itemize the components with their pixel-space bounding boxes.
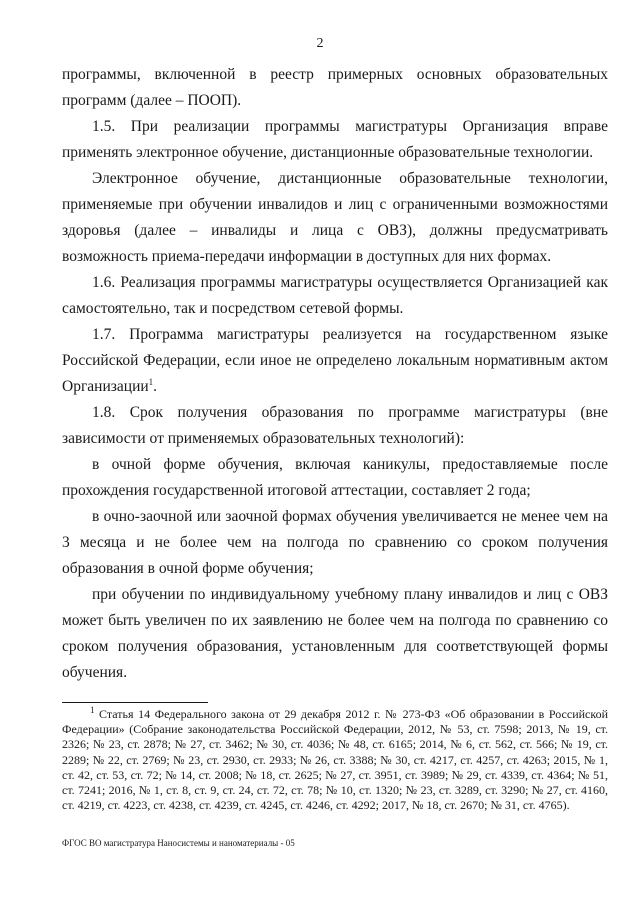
paragraph-1-8: 1.8. Срок получения образования по программе магистратуры (вне зависимости от применяемых образовательных технологий): <box>62 404 608 447</box>
paragraph-full-time: в очной форме обучения, включая каникулы, предоставляемые после прохождения государственной итоговой аттестации, составляет 2 года; <box>62 456 608 499</box>
paragraph-e-learning: Электронное обучение, дистанционные образовательные технологии, применяемые при обучении инвалидов и лиц с ограниченными возможностями здоровья (далее – инвалиды и лица с ОВЗ), должны предусматривать возможность приема-передачи информации в доступных для них формах. <box>62 170 608 265</box>
paragraph-individual-plan: при обучении по индивидуальному учебному плану инвалидов и лиц с ОВЗ может быть увеличен по их заявлению не более чем на полгода по сравнению со сроком получения образования, установленным для соответствующей формы обучения. <box>62 586 608 681</box>
footnote-marker: 1 <box>90 705 95 715</box>
paragraph-1-7: 1.7. Программа магистратуры реализуется на государственном языке Российской Федерации, если иное не определено локальным нормативным актом Организации$^1$. <box>62 326 608 395</box>
footnote-paragraph <box>62 707 608 813</box>
footnote <box>62 707 608 813</box>
footnote-text: Статья 14 Федерального закона от 29 декабря 2012 г. № 273-ФЗ «Об образовании в Российской Федерации» (Собрание законодательства Российской Федерации, 2012, № 53, ст. 7598; 2013, № 19, ст. 2326; № 23, ст. 2878; № 27, ст. 3462; № 30, ст. 4036; № 48, ст. 6165; 2014, № 6, ст. 562, ст. 566; № 19, ст. 2289; № 22, ст. 2769; № 23, ст. 2930, ст. 2933; № 26, ст. 3388; № 30, ст. 4217, ст. 4257, ст. 4263; 2015, № 1, ст. 42, ст. 53, ст. 72; № 14, ст. 2008; № 18, ст. 2625; № 27, ст. 3951, ст. 3989; № 29, ст. 4339, ст. 4364; № 51, ст. 7241; 2016, № 1, ст. 8, ст. 9, ст. 24, ст. 72, ст. 78; № 10, ст. 1320; № 23, ст. 3289, ст. 3290; № 27, ст. 4160, ст. 4219, ст. 4223, ст. 4238, ст. 4239, ст. 4245, ст. 4246, ст. 4292; 2017, № 18, ст. 2670; № 31, ст. 4765). <box>62 707 609 813</box>
paragraph-1-5: 1.5. При реализации программы магистратуры Организация вправе применять электронное обучение, дистанционные образовательные технологии. <box>62 118 608 161</box>
document-body <box>62 62 608 686</box>
footnote-divider <box>62 702 208 703</box>
paragraph-continuation: программы, включенной в реестр примерных основных образовательных программ (далее – ПООП). <box>62 66 608 109</box>
footnote-reference[interactable]: 1 <box>148 376 154 387</box>
page-number: 2 <box>316 36 324 51</box>
paragraph-1-6: 1.6. Реализация программы магистратуры осуществляется Организацией как самостоятельно, так и посредством сетевой формы. <box>62 274 608 317</box>
paragraph-1-7-text: 1.7. Программа магистратуры реализуется на государственном языке Российской Федерации, если иное не определено локальным нормативным актом Организации <box>62 326 608 395</box>
document-footer-label: ФГОС ВО магистратура Наносистемы и наноматериалы - 05 <box>62 838 295 848</box>
paragraph-part-time: в очно-заочной или заочной формах обучения увеличивается не менее чем на 3 месяца и не более чем на полгода по сравнению со сроком получения образования в очной форме обучения; <box>62 508 608 577</box>
